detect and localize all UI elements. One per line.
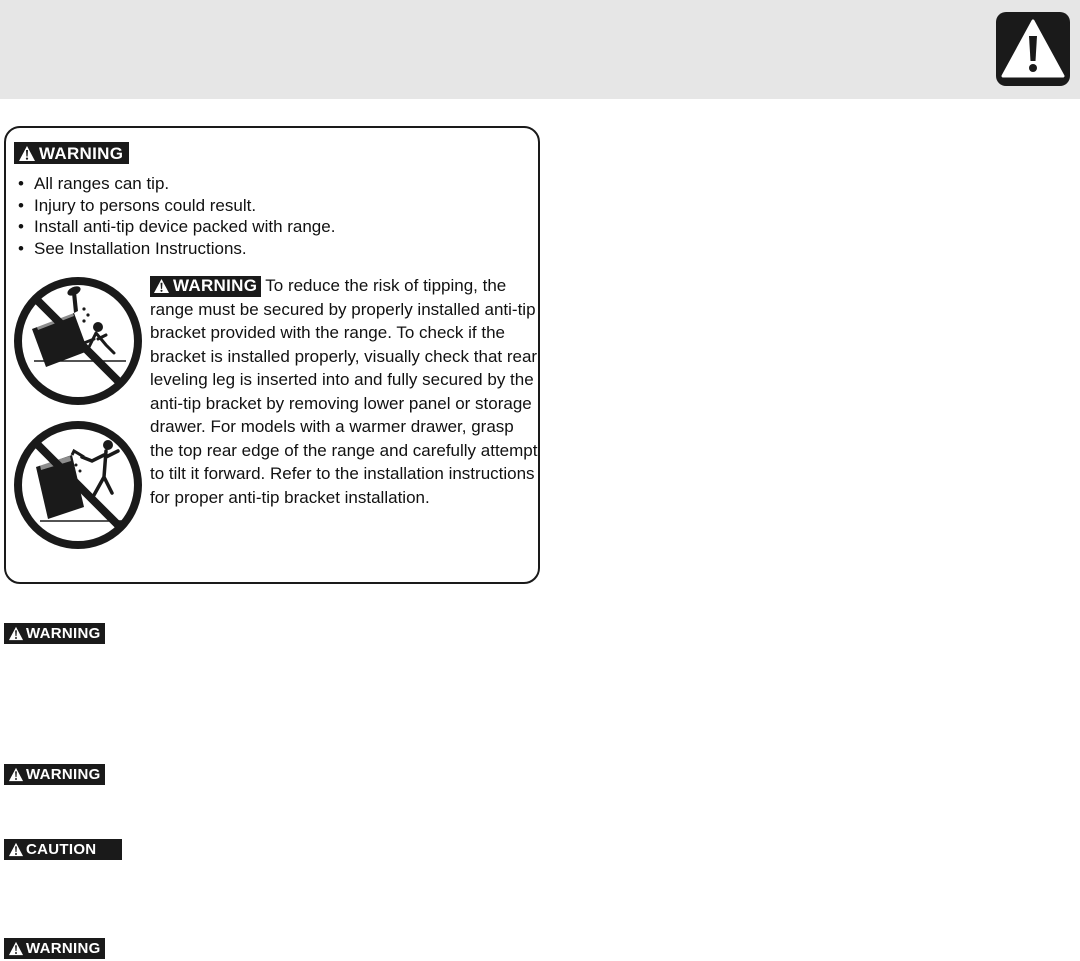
warning-triangle-icon (8, 767, 24, 782)
exclamation-triangle-icon (996, 12, 1070, 86)
warning-bullet-list (16, 173, 335, 259)
warning-badge (4, 623, 105, 644)
header-band (0, 0, 1080, 99)
list-item: • See Installation Instructions. (16, 238, 335, 260)
warning-badge-label: WARNING (39, 143, 124, 163)
anti-tip-paragraph (150, 274, 540, 509)
warning-badge (4, 764, 105, 785)
no-tipping-range-child-icon (14, 277, 142, 405)
list-item: • All ranges can tip. (16, 173, 335, 195)
no-climbing-oven-door-icon (14, 421, 142, 549)
warning-triangle-icon (153, 278, 170, 294)
warning-badge-label: WARNING (26, 940, 101, 957)
caution-badge (4, 839, 122, 860)
paragraph-text: To reduce the risk of tipping, the range must be secured by properly installed anti-tip bracket provided with the range. To check if the bracket is installed properly, visually check that rear leveling leg is inserted into and fully secured by the anti-tip bracket by removing lower panel or storage drawer. For models with a warmer drawer, grasp the top rear edge of the range and carefully attempt to tilt it forward. Refer to the installation instructions for proper anti-tip bracket installation. (150, 276, 538, 507)
warning-badge-label: WARNING (26, 766, 101, 783)
caution-badge-label: CAUTION (26, 841, 97, 858)
warning-triangle-icon (8, 842, 24, 857)
warning-triangle-icon (8, 941, 24, 956)
inline-warning-label: WARNING (173, 276, 258, 296)
inline-warning-badge (150, 276, 261, 297)
warning-triangle-icon (8, 626, 24, 641)
warning-badge (14, 142, 129, 164)
warning-badge-label: WARNING (26, 625, 101, 642)
list-item: • Injury to persons could result. (16, 195, 335, 217)
list-item: • Install anti-tip device packed with range. (16, 216, 335, 238)
warning-badge (4, 938, 105, 959)
warning-triangle-icon (18, 145, 36, 162)
